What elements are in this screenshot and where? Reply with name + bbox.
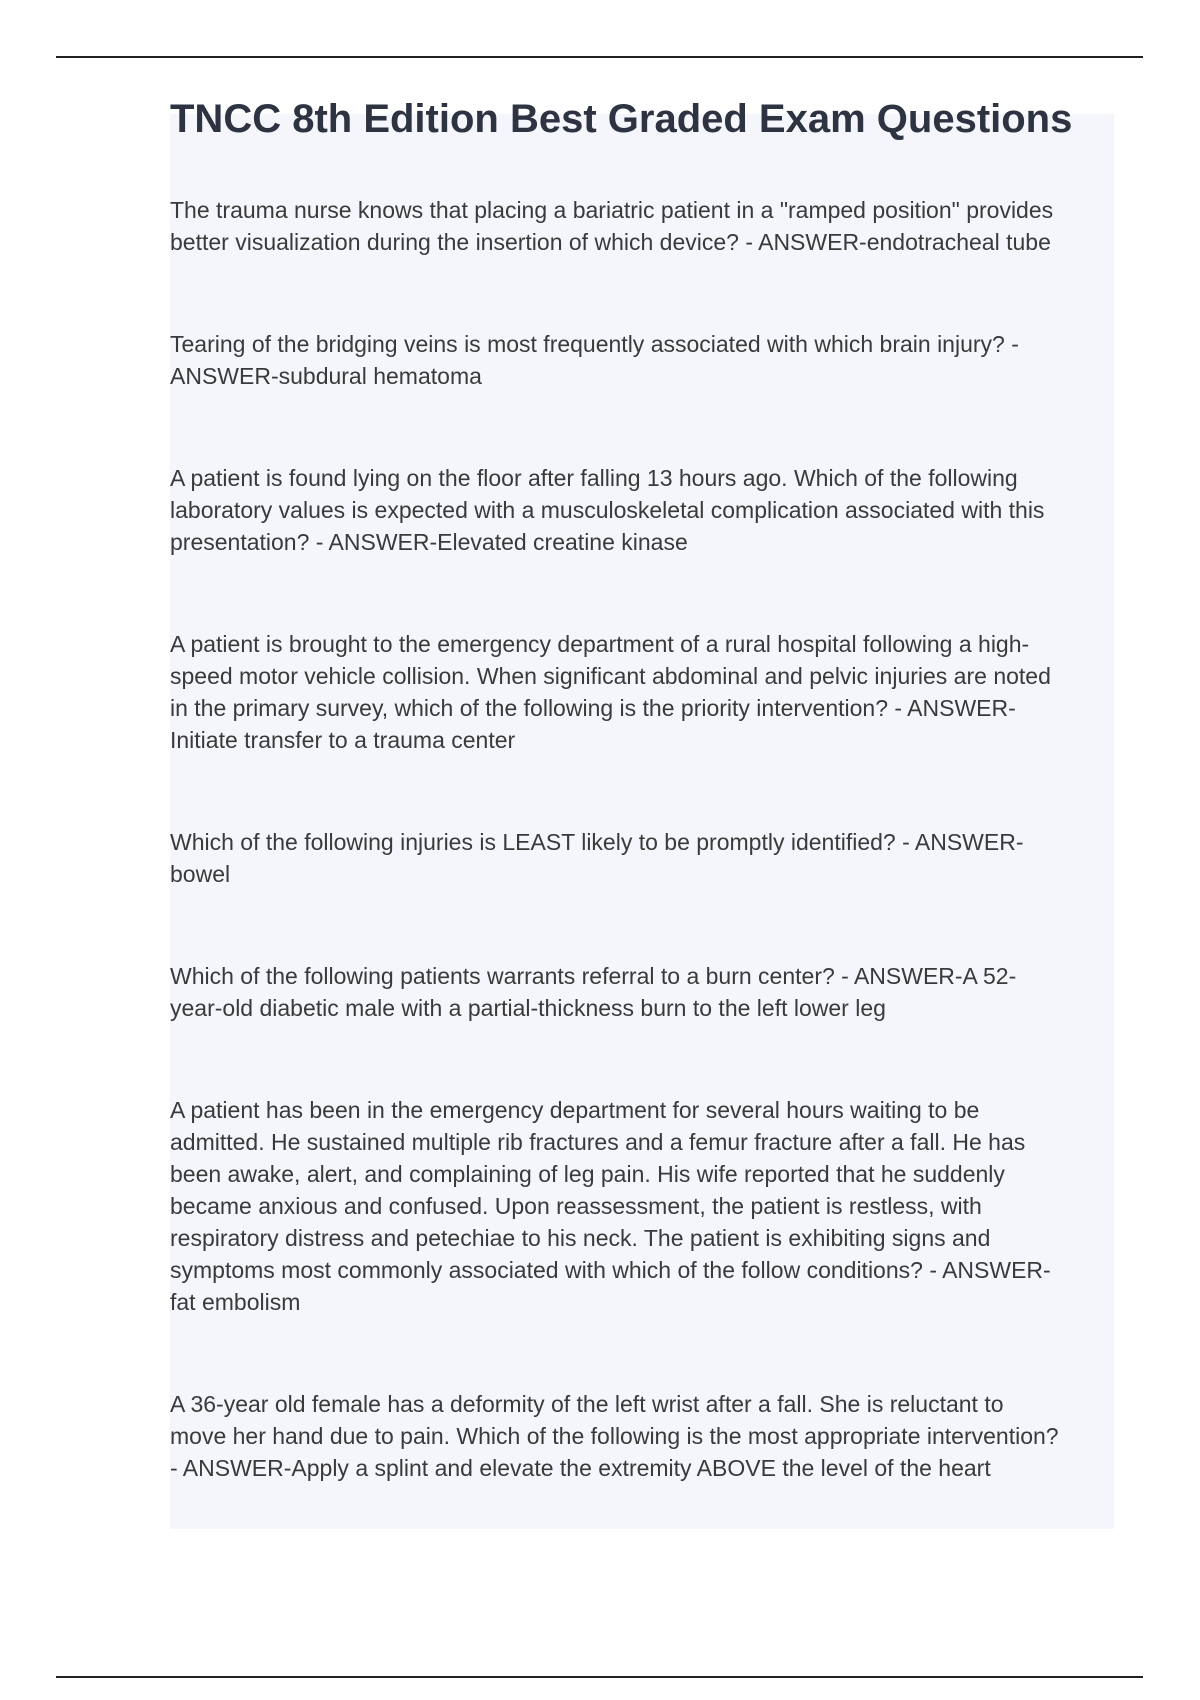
- top-rule: [56, 56, 1143, 58]
- qa-list: [170, 194, 1114, 1484]
- qa-item: Which of the following injuries is LEAST likely to be promptly identified? - ANSWER- bowel: [170, 829, 1024, 887]
- page-title: TNCC 8th Edition Best Graded Exam Questions: [170, 97, 1073, 141]
- bottom-rule: [56, 1676, 1143, 1678]
- qa-item: A patient is brought to the emergency department of a rural hospital following a high- speed motor vehicle collision. When significant abdominal and pelvic injuries are noted in the primary survey, which of the following is the priority intervention? - ANSWER- Initiate transfer to a trauma center: [170, 631, 1051, 753]
- qa-item: A patient is found lying on the floor after falling 13 hours ago. Which of the following laboratory values is expected with a musculoskeletal complication associated with this presentation? - ANSWER-Elevated creatine kinase: [170, 465, 1045, 555]
- qa-item: Tearing of the bridging veins is most frequently associated with which brain injury? - ANSWER-subdural hematoma: [170, 331, 1019, 389]
- qa-item: A patient has been in the emergency department for several hours waiting to be admitted. He sustained multiple rib fractures and a femur fracture after a fall. He has been awake, alert, and complaining of leg pain. His wife reported that he suddenly became anxious and confused. Upon reassessment, the patient is restless, with respiratory distress and petechiae to his neck. The patient is exhibiting signs and symptoms most commonly associated with which of the follow conditions? - ANSWER- fat embolism: [170, 1097, 1051, 1315]
- qa-item: A 36-year old female has a deformity of the left wrist after a fall. She is reluctant to move her hand due to pain. Which of the following is the most appropriate intervention? - ANSWER-Apply a splint and elevate the extremity ABOVE the level of the heart: [170, 1391, 1059, 1481]
- qa-item: Which of the following patients warrants referral to a burn center? - ANSWER-A 52- year-old diabetic male with a partial-thickness burn to the left lower leg: [170, 963, 1017, 1021]
- qa-item: The trauma nurse knows that placing a bariatric patient in a "ramped position" provides better visualization during the insertion of which device? - ANSWER-endotracheal tube: [170, 197, 1054, 255]
